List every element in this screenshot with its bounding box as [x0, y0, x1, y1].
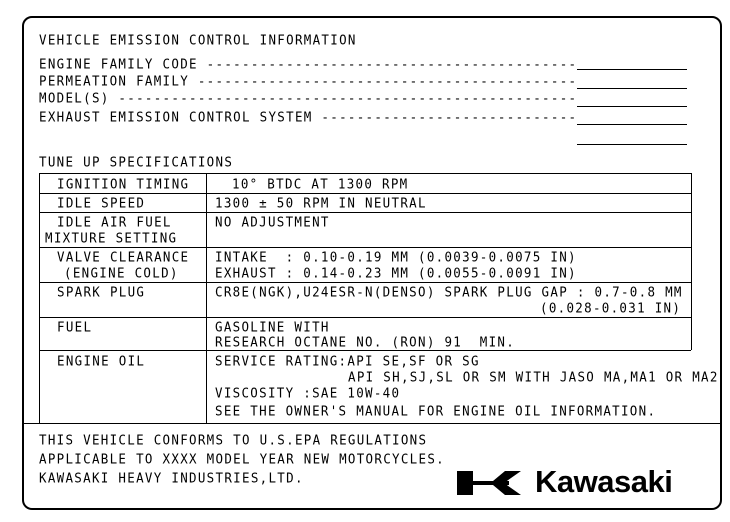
- table-rule: [39, 173, 40, 423]
- tune-up-title: TUNE UP SPECIFICATIONS: [39, 153, 234, 170]
- footer-rule: [24, 423, 720, 424]
- models-blank: [577, 106, 687, 107]
- spec-value-service-rating-2: API SH,SJ,SL OR SM WITH JASO MA,MA1 OR MA2: [348, 368, 719, 385]
- table-rule: [39, 247, 691, 248]
- table-rule: [39, 193, 691, 194]
- spec-value-ignition-timing: 10° BTDC AT 1300 RPM: [232, 175, 409, 192]
- spec-name-idle-air-fuel: IDLE AIR FUEL: [57, 213, 172, 230]
- permeation-family-blank: [577, 88, 687, 89]
- spec-value-idle-speed: 1300 ± 50 RPM IN NEUTRAL: [215, 194, 427, 211]
- spec-value-service-rating: SERVICE RATING:API SE,SF OR SG: [215, 352, 480, 369]
- permeation-family-label: PERMEATION FAMILY -------------------------------------------: [39, 72, 578, 89]
- spec-name-engine-oil: ENGINE OIL: [57, 352, 146, 369]
- spec-name-valve-clearance: VALVE CLEARANCE: [57, 248, 190, 265]
- spec-value-idle-air-fuel: NO ADJUSTMENT: [215, 213, 330, 230]
- spec-name-idle-speed: IDLE SPEED: [57, 194, 146, 211]
- conformity-statement: THIS VEHICLE CONFORMS TO U.S.EPA REGULATIONS: [39, 431, 428, 448]
- spec-value-spark-plug: CR8E(NGK),U24ESR-N(DENSO) SPARK PLUG GAP : 0.7-0.8 MM: [215, 283, 683, 300]
- kawasaki-wordmark: Kawasaki: [535, 464, 673, 499]
- spec-name-ignition-timing: IGNITION TIMING: [57, 175, 190, 192]
- table-rule: [39, 317, 691, 318]
- label-title: VEHICLE EMISSION CONTROL INFORMATION: [39, 31, 357, 48]
- spec-value-exhaust: EXHAUST : 0.14-0.23 MM (0.0055-0.0091 IN): [215, 264, 577, 281]
- spec-name-idle-air-fuel-2: MIXTURE SETTING: [45, 229, 178, 246]
- table-rule: [39, 282, 691, 283]
- engine-family-code-blank: [577, 69, 687, 70]
- table-rule: [39, 212, 691, 213]
- applicability-statement: APPLICABLE TO XXXX MODEL YEAR NEW MOTORCYCLES.: [39, 450, 445, 467]
- table-rule: [206, 173, 207, 423]
- spec-value-fuel-octane: RESEARCH OCTANE NO. (RON) 91 MIN.: [215, 333, 516, 350]
- spec-name-fuel: FUEL: [57, 318, 93, 335]
- spec-value-viscosity: VISCOSITY :SAE 10W-40: [215, 384, 401, 401]
- spec-value-fuel: GASOLINE WITH: [215, 318, 330, 335]
- engine-family-code-label: ENGINE FAMILY CODE ------------------------------------------: [39, 55, 578, 72]
- exhaust-system-blank-2: [577, 144, 687, 145]
- manufacturer-name: KAWASAKI HEAVY INDUSTRIES,LTD.: [39, 469, 304, 486]
- spec-value-owners-manual: SEE THE OWNER'S MANUAL FOR ENGINE OIL INFORMATION.: [215, 402, 657, 419]
- table-rule: [39, 173, 691, 174]
- spec-name-spark-plug: SPARK PLUG: [57, 283, 146, 300]
- models-label: MODEL(S) ----------------------------------------------------: [39, 89, 578, 106]
- exhaust-system-label: EXHAUST EMISSION CONTROL SYSTEM -----------------------------: [39, 108, 578, 125]
- spec-value-intake: INTAKE : 0.10-0.19 MM (0.0039-0.0075 IN): [215, 248, 577, 265]
- spec-value-spark-plug-gap-in: (0.028-0.031 IN): [540, 299, 682, 316]
- table-rule: [39, 350, 691, 351]
- spec-name-valve-clearance-2: (ENGINE COLD): [64, 264, 179, 281]
- kawasaki-logo: [447, 466, 717, 498]
- table-rule: [691, 173, 692, 350]
- exhaust-system-blank: [577, 124, 687, 125]
